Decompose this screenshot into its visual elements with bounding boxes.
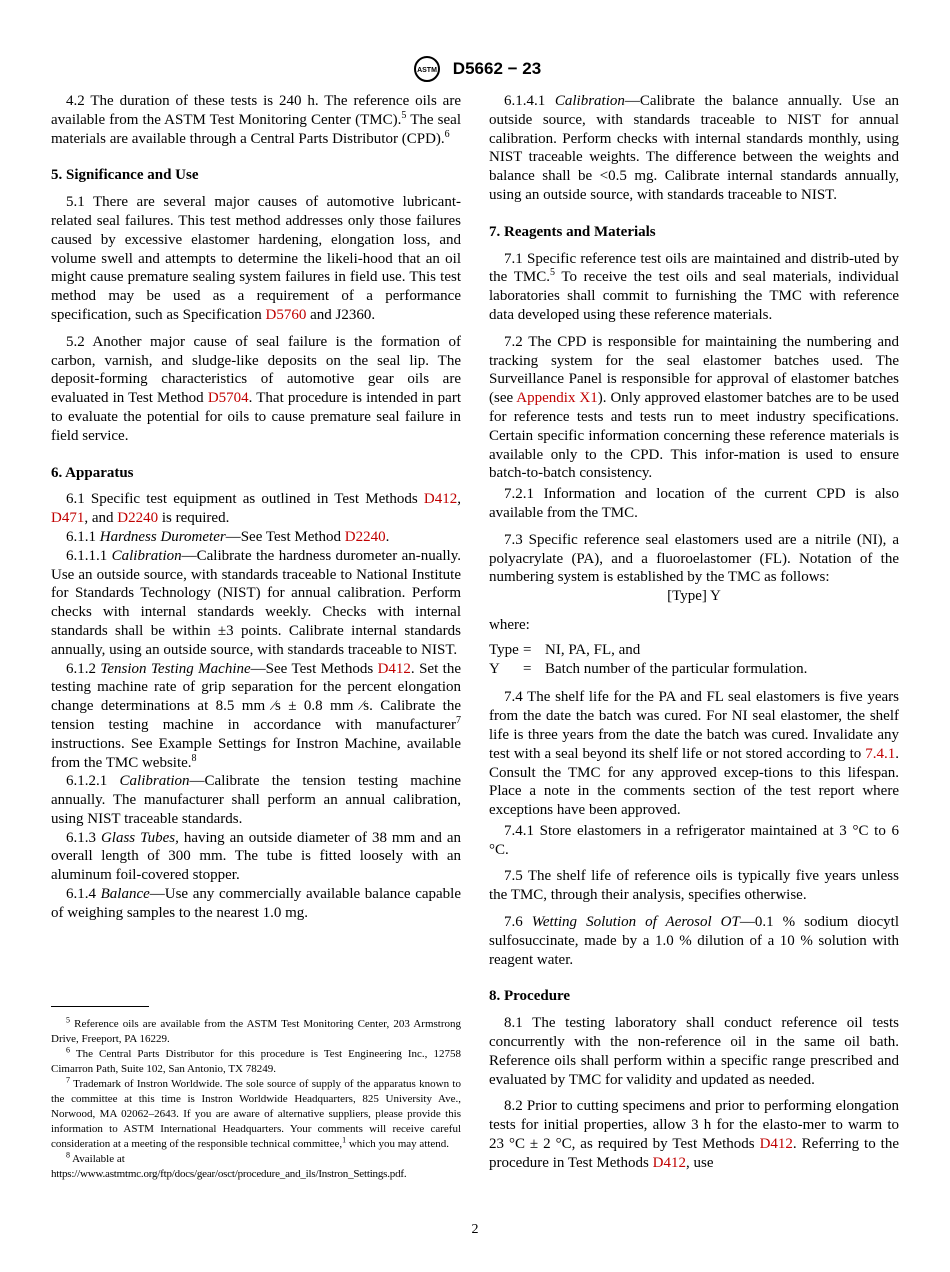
link-d5704[interactable]: D5704 bbox=[207, 390, 249, 407]
where-definitions bbox=[489, 641, 899, 679]
section-8-heading: 8. Procedure bbox=[489, 988, 571, 1005]
paragraph-6-1-2: 6.1.2 Tension Testing Machine—See Test Methods D412. Set the testing machine rate of grip separation for the percent elongation change determinations at 8.5 mm ⁄s ± 0.8 mm ⁄s. Calibrate the tension testing machine in accordance with manufacturer$^7$ instructions. See Example Settings for Instron Machine, available from the TMC website.$^8$ bbox=[51, 660, 461, 771]
left-column bbox=[51, 92, 461, 923]
footnotes bbox=[51, 1017, 461, 1182]
paragraph-6-1-4-1: 6.1.4.1 Calibration—Calibrate the balance annually. Use an outside source, with standards traceable to NIST for annual calibration. Perform checks with internal standards monthly, using NIST traceable weights. The difference between the weights and balance shall be <0.5 mg. Calibrate internal standards annually, using an outside source, with standards traceable to NIST. bbox=[489, 93, 900, 203]
paragraph-6-1-2-1: 6.1.2.1 Calibration—Calibrate the tension testing machine annually. The manufacturer shall perform an annual calibration, using NIST traceable standards. bbox=[51, 773, 462, 827]
paragraph-7-6: 7.6 Wetting Solution of Aerosol OT—0.1 % sodium diocytl sulfosuccinate, made by a 1.0 % dilution of a 10 % solution with reagent water. bbox=[489, 914, 899, 968]
right-column bbox=[489, 92, 899, 1173]
where-row bbox=[489, 660, 899, 679]
paragraph-8-1: 8.1 The testing laboratory shall conduct reference oil tests concurrently with the non-reference oil in the same oil bath. Reference oils shall perform within a specific range prescribed and evaluated by TMC for validity and updated as needed. bbox=[489, 1015, 899, 1088]
paragraph-5-2: 5.2 Another major cause of seal failure is the formation of carbon, varnish, and sludge-like deposits on the seal lip. The deposit-forming characteristics of automotive gear oils are evaluated in Test Method D5704. That procedure is intended in part to evaluate the potential for oils to cause premature seal failure in field service. bbox=[51, 333, 461, 444]
where-definition: NI, PA, FL, and bbox=[545, 641, 641, 658]
where-definition: Batch number of the particular formulation. bbox=[545, 660, 808, 677]
where-term: Y bbox=[489, 660, 500, 677]
link-d2240[interactable]: D2240 bbox=[344, 528, 386, 545]
paragraph-6-1-3: 6.1.3 Glass Tubes, having an outside diameter of 38 mm and an overall length of 300 mm. The tube is fitted loosely with an aluminum foil-covered stopper. bbox=[51, 829, 461, 884]
paragraph-7-1: 7.1 Specific reference test oils are maintained and distrib-uted by the TMC.$^5$ To receive the test oils and seal materials, individual laboratories shall commit to furnishing the TMC with reference data developed using these reference materials. bbox=[489, 250, 899, 323]
paragraph-7-4-1: 7.4.1 Store elastomers in a refrigerator maintained at 3 °C to 6 °C. bbox=[489, 822, 899, 858]
formula-type-y: [Type] Y bbox=[667, 588, 721, 605]
paragraph-7-4: 7.4 The shelf life for the PA and FL seal elastomers is five years from the date the batch was cured. For NI seal elastomer, the shelf life is three years from the date the batch was cured. Invalidate any test with a seal beyond its shelf life or not stored according to 7.4.1. Consult the TMC for any approved excep-tions to this lifespan. Place a note in the comments section of the test report where exceptions have been approved. bbox=[489, 689, 899, 819]
footnote-8-url: https://www.astmtmc.org/ftp/docs/gear/osct/procedure_and_ils/Instron_Settings.pdf. bbox=[51, 1168, 407, 1180]
paragraph-8-2: 8.2 Prior to cutting specimens and prior to performing elongation tests for initial properties, allow 3 h for the elasto-mer to warm to 23 °C ± 2 °C, as required by Test Methods D412. Referring to the procedure in Test Methods D412, use bbox=[489, 1098, 899, 1171]
section-6-heading: 6. Apparatus bbox=[51, 464, 134, 481]
where-label: where: bbox=[489, 616, 530, 633]
where-equals: = bbox=[523, 641, 532, 658]
paragraph-6-1-4: 6.1.4 Balance—Use any commercially available balance capable of weighing samples to the nearest 1.0 mg. bbox=[51, 886, 461, 921]
paragraph-7-2-1: 7.2.1 Information and location of the current CPD is also available from the TMC. bbox=[489, 486, 899, 521]
paragraph-7-5: 7.5 The shelf life of reference oils is typically five years unless the TMC, through their analysis, specifies otherwise. bbox=[489, 868, 899, 904]
paragraph-6-1-1: 6.1.1 Hardness Durometer—See Test Method D2240. bbox=[66, 528, 390, 545]
where-equals: = bbox=[523, 660, 532, 677]
page-number: 2 bbox=[471, 1222, 479, 1237]
link-appendix-x1[interactable]: Appendix X1 bbox=[516, 390, 598, 407]
section-5-heading: 5. Significance and Use bbox=[51, 167, 199, 184]
where-term: Type bbox=[489, 641, 519, 658]
footnote-5: $^5$ Reference oils are available from the ASTM Test Monitoring Center, 203 Armstrong Drive, Freeport, PA 16229. bbox=[51, 1015, 461, 1045]
paragraph-4-2: 4.2 The duration of these tests is 240 h. The reference oils are available from the ASTM Test Monitoring Center (TMC).$^5$ The seal materials are available through a Central Parts Distributor (CPD).$^6$ bbox=[51, 93, 461, 147]
page-header bbox=[0, 54, 950, 84]
link-d412[interactable]: D412 bbox=[652, 1154, 686, 1171]
astm-logo-icon bbox=[409, 54, 445, 84]
link-d412[interactable]: D412 bbox=[759, 1136, 793, 1153]
paragraph-5-1: 5.1 There are several major causes of automotive lubricant-related seal failures. This test method addresses only those failures caused by excessive elastomer hardening, elongation loss, and volume swell and attempts to determine the likeli-hood that an oil might cause premature sealing system failures in field use. This test method may be used as a requirement of a performance specification, such as Specification D5760 and J2360. bbox=[51, 194, 461, 323]
astm-logo-text: ASTM bbox=[416, 67, 437, 74]
link-d2240[interactable]: D2240 bbox=[117, 510, 159, 527]
footnote-8: $^8$ Available at bbox=[66, 1150, 125, 1165]
section-7-heading: 7. Reagents and Materials bbox=[489, 223, 656, 240]
paragraph-6-1-1-1: 6.1.1.1 Calibration—Calibrate the hardness durometer an-nually. Use an outside source, with standards traceable to National Institute for Standards Technology (NIST) for annual calibration. Perform checks with internal standards weekly. Checks with internal standards shall be within ±3 points. Calibrate internal standards annually, using an outside source, with standards traceable to NIST. bbox=[51, 547, 461, 658]
where-row bbox=[489, 641, 899, 660]
footnote-divider bbox=[51, 1006, 149, 1007]
paragraph-7-3: 7.3 Specific reference seal elastomers used are a nitrile (NI), a polyacrylate (PA), and a fluoroelastomer (FL). Notation of the numbering system is established by the TMC as follows: bbox=[489, 531, 899, 586]
paragraph-6-1: 6.1 Specific test equipment as outlined in Test Methods D412, D471, and D2240 is required. bbox=[51, 491, 461, 527]
link-d471[interactable]: D471 bbox=[51, 510, 85, 527]
footnote-7: $^7$ Trademark of Instron Worldwide. The sole source of supply of the apparatus known to the committee at this time is Instron Worldwide Headquarters, 825 University Ave., Norwood, MA 02062–2643. If you are aware of alternative suppliers, please provide this information to ASTM International Headquarters. Your comments will receive careful consideration at a meeting of the responsible technical committee,$^1$ which you may attend. bbox=[51, 1075, 461, 1150]
link-7-4-1[interactable]: 7.4.1 bbox=[865, 745, 896, 762]
link-d5760[interactable]: D5760 bbox=[265, 306, 307, 323]
link-d412[interactable]: D412 bbox=[423, 491, 458, 508]
footnote-6: $^6$ The Central Parts Distributor for this procedure is Test Engineering Inc., 12758 Cimarron Path, Suite 102, San Antonio, TX 78249. bbox=[51, 1045, 461, 1075]
document-designation: D5662 − 23 bbox=[452, 58, 542, 78]
paragraph-7-2: 7.2 The CPD is responsible for maintaining the numbering and tracking system for the seal elastomer batches used. The Surveillance Panel is responsible for approval of elastomer batches (see Appendix X1). Only approved elastomer batches are to be used for reference tests and tests run to meet industry specifications. Certain specific information concerning these reference materials is available only to the CPD. This infor-mation is used to ensure batch-to-batch consistency. bbox=[489, 333, 899, 482]
link-d412[interactable]: D412 bbox=[377, 660, 411, 677]
